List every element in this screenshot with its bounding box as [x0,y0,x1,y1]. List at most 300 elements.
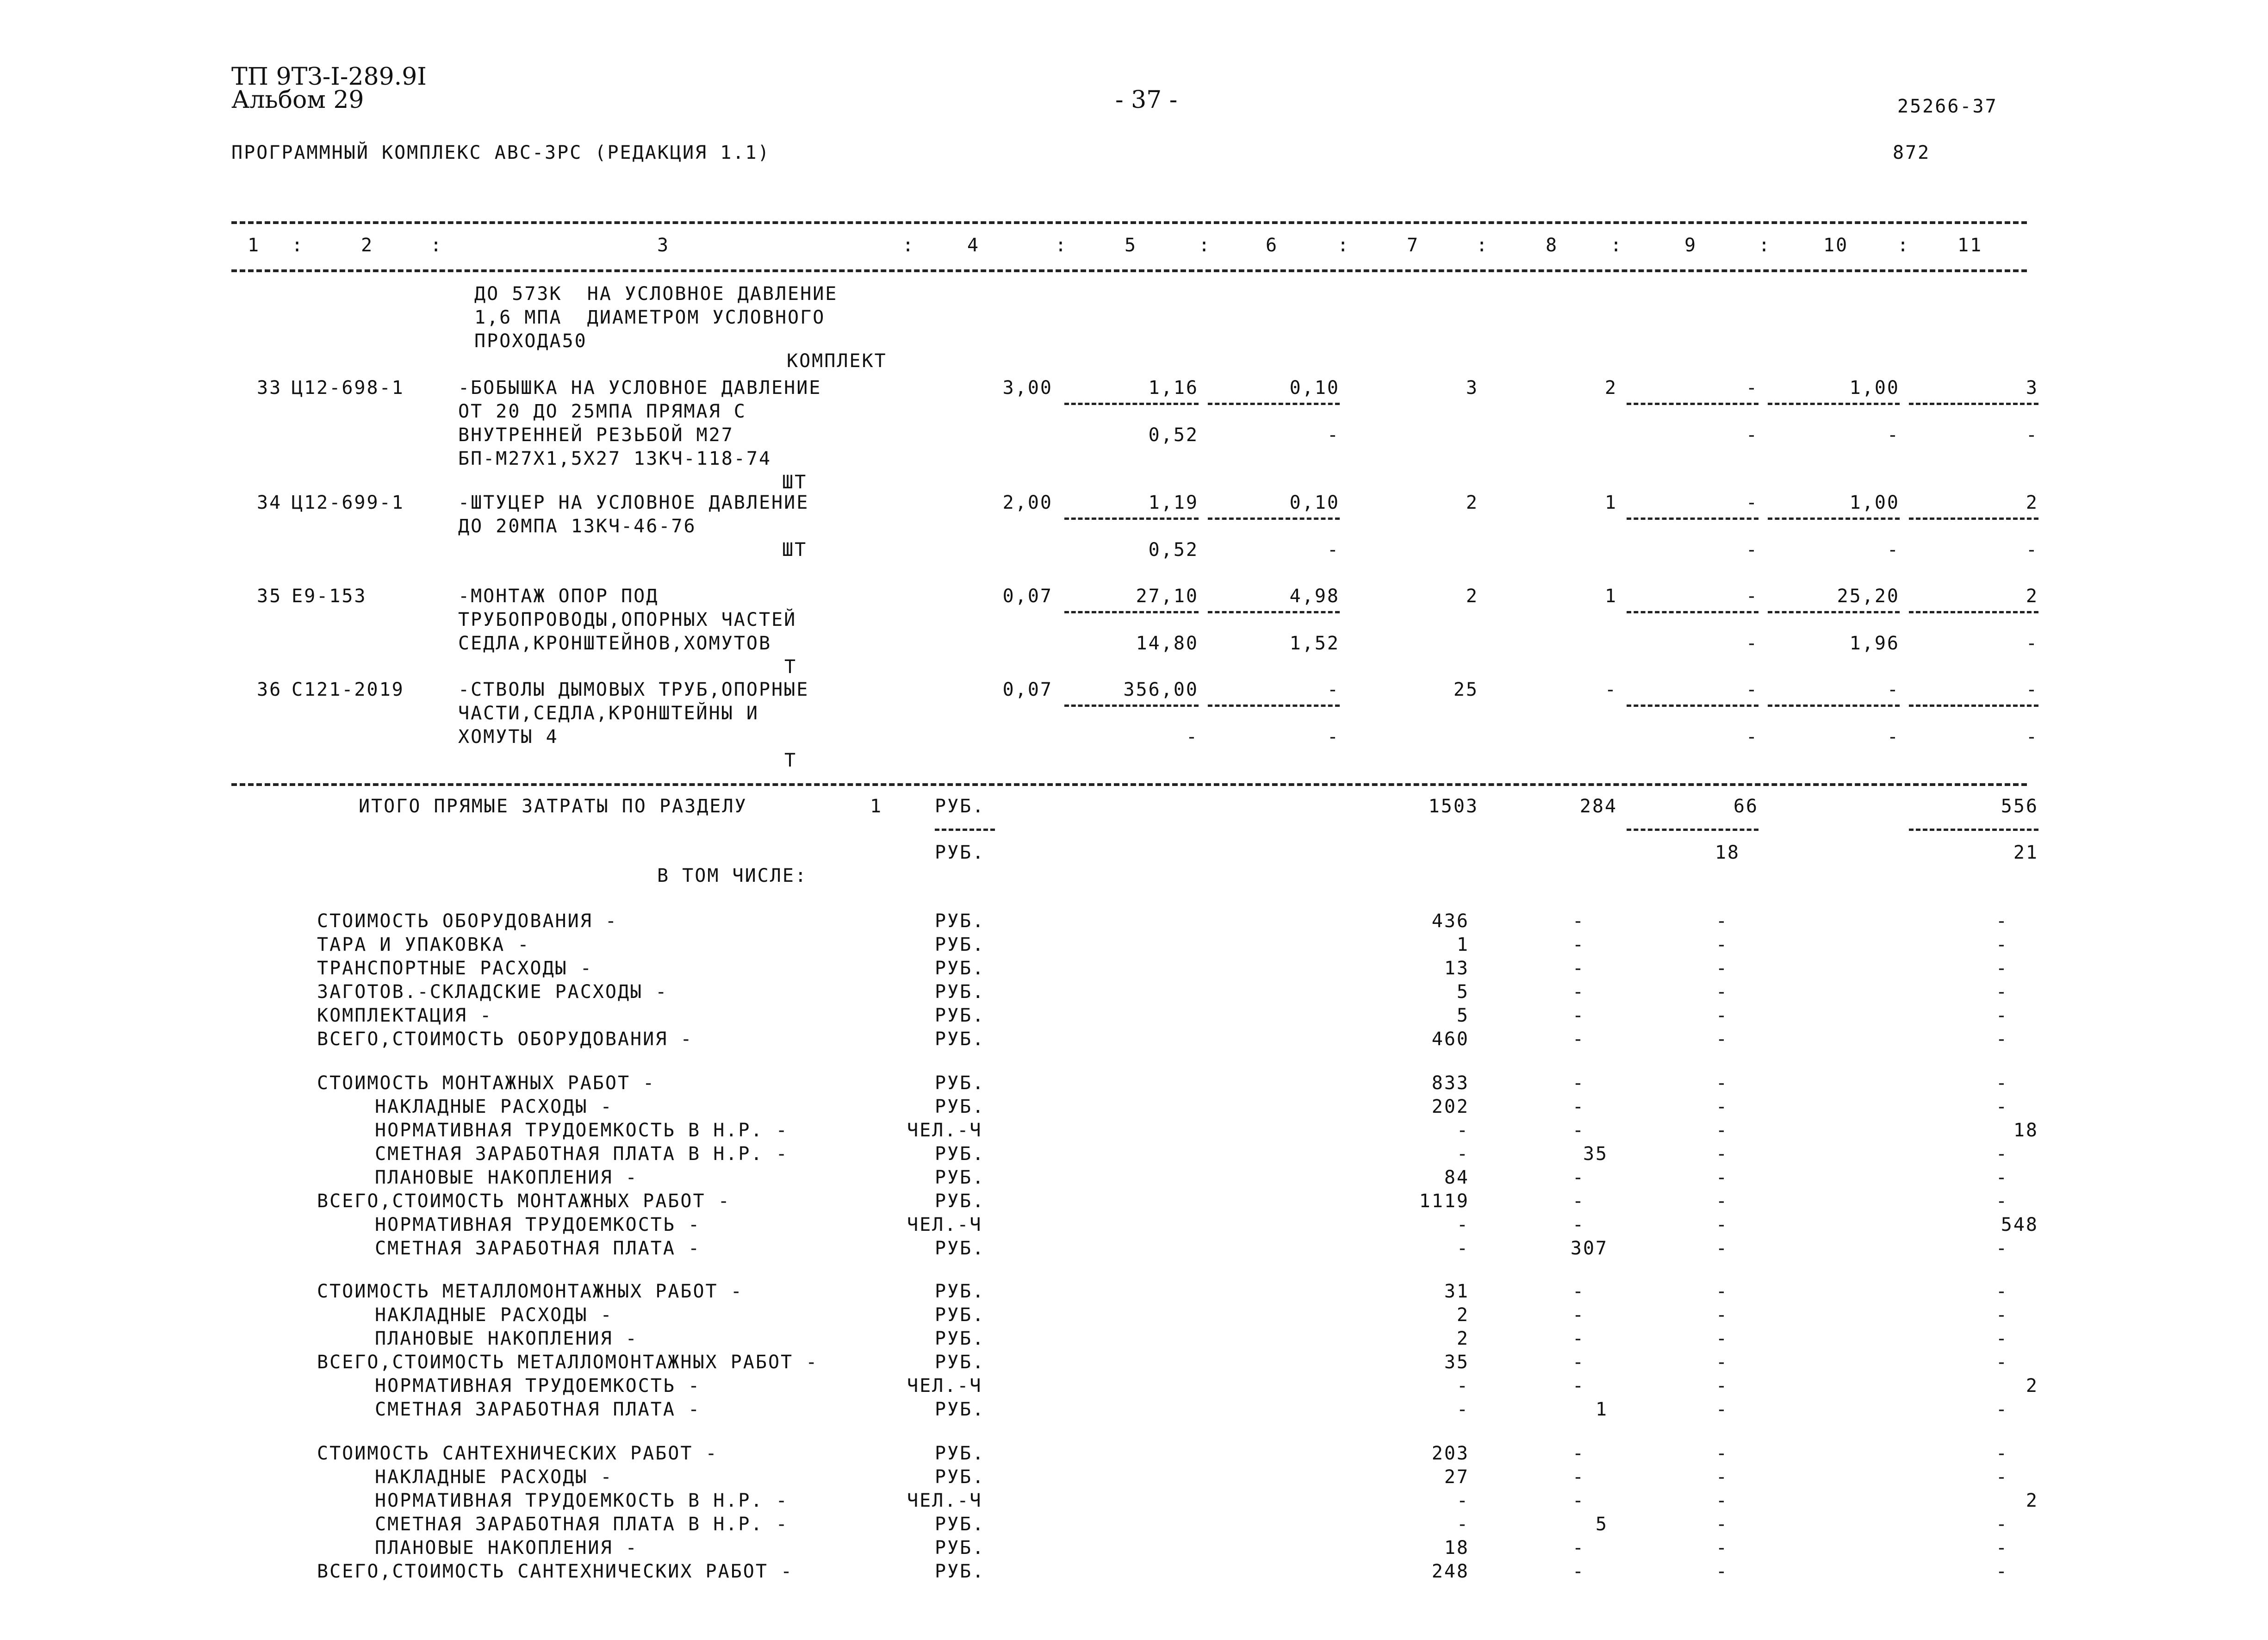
column-separator-rule [1208,403,1340,405]
total-c7: 1503 [1428,796,1479,817]
summary-label: ПЛАНОВЫЕ НАКОПЛЕНИЯ - [375,1328,638,1349]
column-separator-rule [1768,518,1900,520]
description-line: БП-М27Х1,5Х27 13КЧ-118-74 [458,448,772,469]
column-separator-rule [1627,611,1758,613]
summary-c8: - [1572,1466,1585,1488]
total-label: ИТОГО ПРЯМЫЕ ЗАТРАТЫ ПО РАЗДЕЛУ [359,796,747,817]
summary-unit: РУБ. [935,1005,985,1026]
summary-unit: РУБ. [935,1537,985,1559]
cell-c11: 3 [2026,377,2038,399]
cell-c9-secondary: - [1746,726,1758,748]
unit-separator-rule [935,829,995,831]
cell-c7: 2 [1466,492,1479,513]
summary-c9: - [1715,910,1728,932]
summary-unit: РУБ. [935,1399,985,1420]
summary-c11: - [1995,1238,2008,1259]
summary-c9: - [1715,1005,1728,1026]
column-separator-rule [1627,403,1758,405]
summary-unit: РУБ. [935,1167,985,1188]
cell-c6-secondary: 1,52 [1289,633,1340,654]
summary-c7: - [1456,1514,1469,1535]
item-code: Е9-153 [292,586,367,607]
cell-c10-secondary: - [1887,424,1900,446]
summary-c7: - [1456,1120,1469,1141]
summary-c8: - [1572,910,1585,932]
summary-c7: 18 [1444,1537,1469,1559]
unit-label: Т [784,656,797,678]
summary-label: НАКЛАДНЫЕ РАСХОДЫ - [375,1466,613,1488]
cell-c5-secondary: 14,80 [1136,633,1199,654]
summary-unit: РУБ. [935,1514,985,1535]
column-header-2: 2 [361,235,374,256]
column-header-9: 9 [1684,235,1697,256]
cell-c6: 0,10 [1289,492,1340,513]
cell-c5: 27,10 [1136,586,1199,607]
doc-code: ТП 9ТЗ-I-289.9I [231,63,427,91]
summary-c8: - [1572,981,1585,1003]
summary-c11: - [1995,1561,2008,1582]
column-header-8: 8 [1546,235,1559,256]
summary-unit: ЧЕЛ.-Ч [907,1490,982,1511]
column-separator: : [1897,235,1910,256]
cell-c4: 0,07 [1002,586,1053,607]
summary-c7: 35 [1444,1352,1469,1373]
summary-c9: - [1715,1490,1728,1511]
description-line: -ШТУЦЕР НА УСЛОВНОЕ ДАВЛЕНИЕ [458,492,809,513]
summary-label: НОРМАТИВНАЯ ТРУДОЕМКОСТЬ - [375,1375,701,1397]
summary-c9: - [1715,1214,1728,1235]
cell-c10: - [1887,679,1900,700]
item-number: 33 [257,377,282,399]
summary-c11: 18 [2013,1120,2038,1141]
summary-c8: - [1572,1490,1585,1511]
column-separator-rule [1064,611,1199,613]
summary-c9: - [1715,934,1728,955]
column-separator-rule [1208,611,1340,613]
cell-c8: - [1604,679,1617,700]
column-header-6: 6 [1266,235,1279,256]
cell-c7: 3 [1466,377,1479,399]
summary-c8: 35 [1583,1143,1608,1165]
summary-c7: 2 [1456,1304,1469,1326]
description-line: ХОМУТЫ 4 [458,726,559,748]
summary-c7: 13 [1444,958,1469,979]
cell-c6-secondary: - [1327,726,1340,748]
summary-unit: РУБ. [935,1096,985,1117]
summary-unit: РУБ. [935,1352,985,1373]
summary-label: ТАРА И УПАКОВКА - [317,934,530,955]
total-c11: 556 [2001,796,2038,817]
summary-unit: РУБ. [935,1029,985,1050]
cell-c11: 2 [2026,586,2038,607]
summary-c8: 5 [1595,1514,1608,1535]
unit-label: Т [784,750,797,771]
summary-label: СТОИМОСТЬ САНТЕХНИЧЕСКИХ РАБОТ - [317,1443,718,1464]
summary-c9: - [1715,958,1728,979]
cell-c6: - [1327,679,1340,700]
summary-c7: - [1456,1238,1469,1259]
column-header-rule [231,269,2027,272]
table-top-rule [231,221,2027,224]
summary-c9: - [1715,1304,1728,1326]
column-separator: : [1199,235,1212,256]
cell-c10: 1,00 [1849,492,1900,513]
summary-c8: - [1572,1029,1585,1050]
column-separator-rule [1768,611,1900,613]
summary-c9: - [1715,1443,1728,1464]
total-section-number: 1 [870,796,883,817]
summary-label: СМЕТНАЯ ЗАРАБОТНАЯ ПЛАТА - [375,1399,701,1420]
summary-c7: - [1456,1214,1469,1235]
column-separator-rule [1064,518,1199,520]
summary-c11: - [1995,1466,2008,1488]
summary-unit: РУБ. [935,958,985,979]
summary-c11: 2 [2026,1375,2038,1397]
summary-c7: 436 [1431,910,1469,932]
summary-c8: - [1572,1443,1585,1464]
summary-c11: - [1995,1029,2008,1050]
summary-c9: - [1715,1561,1728,1582]
item-code: Ц12-699-1 [292,492,404,513]
totals-rule [231,783,2027,786]
column-separator-rule [1208,518,1340,520]
summary-c9: - [1715,1029,1728,1050]
column-separator-rule [1064,705,1199,707]
summary-unit: РУБ. [935,1466,985,1488]
summary-c7: 203 [1431,1443,1469,1464]
summary-unit: РУБ. [935,1238,985,1259]
summary-unit: РУБ. [935,981,985,1003]
cell-c11-secondary: - [2026,424,2038,446]
summary-c8: 1 [1595,1399,1608,1420]
description-line: ОТ 20 ДО 25МПА ПРЯМАЯ С [458,401,746,422]
summary-c11: - [1995,1352,2008,1373]
summary-c11: - [1995,1096,2008,1117]
summary-c9: - [1715,1352,1728,1373]
summary-c11: 548 [2001,1214,2038,1235]
summary-c9: - [1715,1375,1728,1397]
summary-c9: - [1715,1328,1728,1349]
cell-c11-secondary: - [2026,539,2038,561]
description-line: ДО 20МПА 13КЧ-46-76 [458,516,696,537]
column-separator-rule [1909,518,2038,520]
total-unit-secondary: РУБ. [935,842,985,863]
summary-c11: - [1995,1191,2008,1212]
column-header-5: 5 [1125,235,1137,256]
unit-label: ШТ [782,472,808,493]
summary-unit: РУБ. [935,1191,985,1212]
cell-c9: - [1746,586,1758,607]
total-c9: 66 [1733,796,1758,817]
summary-c7: 1 [1456,934,1469,955]
sheet-number: 872 [1893,142,1931,163]
summary-c11: - [1995,1399,2008,1420]
summary-c11: - [1995,1443,2008,1464]
summary-unit: ЧЕЛ.-Ч [907,1214,982,1235]
summary-c8: - [1572,1352,1585,1373]
summary-c7: 1119 [1419,1191,1469,1212]
total-c9-secondary: 18 [1715,842,1740,863]
cell-c6-secondary: - [1327,539,1340,561]
summary-label: ПЛАНОВЫЕ НАКОПЛЕНИЯ - [375,1537,638,1559]
column-separator: : [1476,235,1489,256]
summary-label: ВСЕГО,СТОИМОСТЬ МОНТАЖНЫХ РАБОТ - [317,1191,731,1212]
column-separator-rule [1768,705,1900,707]
summary-c7: - [1456,1375,1469,1397]
column-header-11: 11 [1957,235,1983,256]
column-separator: : [902,235,915,256]
summary-c8: - [1572,1005,1585,1026]
column-separator-rule [1909,403,2038,405]
summary-unit: РУБ. [935,1443,985,1464]
summary-label: НОРМАТИВНАЯ ТРУДОЕМКОСТЬ - [375,1214,701,1235]
summary-c8: - [1572,1167,1585,1188]
summary-c8: - [1572,1375,1585,1397]
summary-c8: - [1572,1120,1585,1141]
summary-c9: - [1715,1514,1728,1535]
column-separator-rule [1627,705,1758,707]
column-separator: : [292,235,304,256]
summary-label: ВСЕГО,СТОИМОСТЬ ОБОРУДОВАНИЯ - [317,1029,693,1050]
summary-c8: - [1572,1214,1585,1235]
summary-label: ВСЕГО,СТОИМОСТЬ МЕТАЛЛОМОНТАЖНЫХ РАБОТ - [317,1352,819,1373]
summary-c11: - [1995,958,2008,979]
cell-c10: 25,20 [1837,586,1900,607]
summary-c9: - [1715,1073,1728,1094]
summary-c8: - [1572,934,1585,955]
summary-label: СМЕТНАЯ ЗАРАБОТНАЯ ПЛАТА - [375,1238,701,1259]
cell-c9-secondary: - [1746,539,1758,561]
column-separator: : [1337,235,1350,256]
summary-unit: РУБ. [935,1328,985,1349]
cell-c5-secondary: 0,52 [1148,539,1199,561]
cell-c8: 1 [1604,492,1617,513]
summary-c7: 833 [1431,1073,1469,1094]
summary-c9: - [1715,1399,1728,1420]
column-separator-rule [1627,829,1758,831]
summary-c11: - [1995,1167,2008,1188]
column-header-4: 4 [967,235,980,256]
summary-c9: - [1715,1096,1728,1117]
total-c11-secondary: 21 [2013,842,2038,863]
summary-c7: 248 [1431,1561,1469,1582]
column-separator-rule [1064,403,1199,405]
description-line: ДО 573К НА УСЛОВНОЕ ДАВЛЕНИЕ [474,283,838,305]
summary-label: СМЕТНАЯ ЗАРАБОТНАЯ ПЛАТА В Н.Р. - [375,1514,789,1535]
description-line: ВНУТРЕННЕЙ РЕЗЬБОЙ М27 [458,424,734,446]
summary-c9: - [1715,1167,1728,1188]
total-c8: 284 [1579,796,1617,817]
summary-unit: РУБ. [935,1304,985,1326]
summary-c7: 27 [1444,1466,1469,1488]
description-line: -СТВОЛЫ ДЫМОВЫХ ТРУБ,ОПОРНЫЕ [458,679,809,700]
column-separator: : [1610,235,1623,256]
total-unit: РУБ. [935,796,985,817]
summary-c7: 5 [1456,981,1469,1003]
column-separator-rule [1909,705,2038,707]
summary-c7: 202 [1431,1096,1469,1117]
summary-c11: - [1995,1537,2008,1559]
cell-c10-secondary: - [1887,726,1900,748]
summary-unit: ЧЕЛ.-Ч [907,1375,982,1397]
summary-unit: РУБ. [935,1073,985,1094]
program-title: ПРОГРАММНЫЙ КОМПЛЕКС АВС-3РС (РЕДАКЦИЯ 1.1) [231,142,770,163]
summary-c7: - [1456,1143,1469,1165]
including-label: В ТОМ ЧИСЛЕ: [657,865,808,886]
summary-c7: 5 [1456,1005,1469,1026]
summary-c8: 307 [1570,1238,1608,1259]
summary-c11: - [1995,1328,2008,1349]
summary-c8: - [1572,1304,1585,1326]
summary-unit: РУБ. [935,910,985,932]
cell-c9: - [1746,679,1758,700]
cell-c10: 1,00 [1849,377,1900,399]
cell-c9: - [1746,492,1758,513]
summary-label: НАКЛАДНЫЕ РАСХОДЫ - [375,1304,613,1326]
description-line: 1,6 МПА ДИАМЕТРОМ УСЛОВНОГО [474,307,826,328]
summary-c9: - [1715,981,1728,1003]
summary-label: СТОИМОСТЬ МЕТАЛЛОМОНТАЖНЫХ РАБОТ - [317,1281,743,1302]
summary-c9: - [1715,1191,1728,1212]
summary-c8: - [1572,1096,1585,1117]
cell-c7: 25 [1453,679,1479,700]
cell-c4: 0,07 [1002,679,1053,700]
summary-label: ПЛАНОВЫЕ НАКОПЛЕНИЯ - [375,1167,638,1188]
description-line: -БОБЫШКА НА УСЛОВНОЕ ДАВЛЕНИЕ [458,377,822,399]
item-number: 36 [257,679,282,700]
summary-label: ЗАГОТОВ.-СКЛАДСКИЕ РАСХОДЫ - [317,981,668,1003]
cell-c6: 4,98 [1289,586,1340,607]
cell-c5: 356,00 [1123,679,1199,700]
summary-c11: - [1995,1281,2008,1302]
summary-c11: - [1995,1005,2008,1026]
summary-label: СТОИМОСТЬ ОБОРУДОВАНИЯ - [317,910,618,932]
unit-label: ШТ [782,539,808,561]
description-line: -МОНТАЖ ОПОР ПОД [458,586,659,607]
column-separator-rule [1208,705,1340,707]
item-number: 35 [257,586,282,607]
summary-c9: - [1715,1537,1728,1559]
column-separator: : [1055,235,1068,256]
column-separator-rule [1909,611,2038,613]
cell-c9: - [1746,377,1758,399]
reference-number: 25266-37 [1897,96,1998,117]
cell-c5-secondary: - [1186,726,1199,748]
column-separator: : [1758,235,1771,256]
column-header-1: 1 [248,235,261,256]
summary-label: ВСЕГО,СТОИМОСТЬ САНТЕХНИЧЕСКИХ РАБОТ - [317,1561,794,1582]
cell-c5: 1,16 [1148,377,1199,399]
summary-unit: РУБ. [935,1561,985,1582]
summary-c11: - [1995,1143,2008,1165]
summary-label: НОРМАТИВНАЯ ТРУДОЕМКОСТЬ В Н.Р. - [375,1490,789,1511]
summary-c9: - [1715,1238,1728,1259]
summary-label: СМЕТНАЯ ЗАРАБОТНАЯ ПЛАТА В Н.Р. - [375,1143,789,1165]
cell-c11-secondary: - [2026,726,2038,748]
item-code: С121-2019 [292,679,404,700]
summary-c8: - [1572,958,1585,979]
description-line: ЧАСТИ,СЕДЛА,КРОНШТЕЙНЫ И [458,703,759,724]
summary-label: ТРАНСПОРТНЫЕ РАСХОДЫ - [317,958,593,979]
unit-label: КОМПЛЕКТ [787,350,887,372]
column-header-7: 7 [1407,235,1420,256]
summary-unit: РУБ. [935,1281,985,1302]
summary-unit: РУБ. [935,1143,985,1165]
description-line: ТРУБОПРОВОДЫ,ОПОРНЫХ ЧАСТЕЙ [458,609,797,630]
summary-c11: 2 [2026,1490,2038,1511]
cell-c11: - [2026,679,2038,700]
summary-c8: - [1572,1281,1585,1302]
summary-c8: - [1572,1191,1585,1212]
column-separator-rule [1768,403,1900,405]
cell-c8: 1 [1604,586,1617,607]
summary-c11: - [1995,910,2008,932]
summary-c7: 2 [1456,1328,1469,1349]
cell-c8: 2 [1604,377,1617,399]
cell-c10-secondary: 1,96 [1849,633,1900,654]
summary-c9: - [1715,1120,1728,1141]
summary-c11: - [1995,1514,2008,1535]
cell-c6-secondary: - [1327,424,1340,446]
summary-label: НАКЛАДНЫЕ РАСХОДЫ - [375,1096,613,1117]
summary-c8: - [1572,1561,1585,1582]
summary-label: НОРМАТИВНАЯ ТРУДОЕМКОСТЬ В Н.Р. - [375,1120,789,1141]
summary-c9: - [1715,1143,1728,1165]
column-separator-rule [1627,518,1758,520]
cell-c6: 0,10 [1289,377,1340,399]
cell-c10-secondary: - [1887,539,1900,561]
description-line: СЕДЛА,КРОНШТЕЙНОВ,ХОМУТОВ [458,633,772,654]
cell-c5: 1,19 [1148,492,1199,513]
page-number: - 37 - [1115,86,1178,114]
summary-c11: - [1995,1304,2008,1326]
cell-c4: 3,00 [1002,377,1053,399]
cell-c5-secondary: 0,52 [1148,424,1199,446]
cell-c7: 2 [1466,586,1479,607]
item-code: Ц12-698-1 [292,377,404,399]
album-label: Альбом 29 [231,86,364,114]
summary-c11: - [1995,981,2008,1003]
summary-c7: - [1456,1490,1469,1511]
cell-c9-secondary: - [1746,633,1758,654]
column-header-10: 10 [1823,235,1849,256]
summary-c7: 31 [1444,1281,1469,1302]
summary-c9: - [1715,1281,1728,1302]
summary-c8: - [1572,1328,1585,1349]
description-line: ПРОХОДА50 [474,330,587,352]
summary-label: КОМПЛЕКТАЦИЯ - [317,1005,493,1026]
summary-unit: РУБ. [935,934,985,955]
summary-c11: - [1995,934,2008,955]
summary-c7: 84 [1444,1167,1469,1188]
summary-c7: 460 [1431,1029,1469,1050]
cell-c4: 2,00 [1002,492,1053,513]
cell-c11-secondary: - [2026,633,2038,654]
summary-c9: - [1715,1466,1728,1488]
column-header-3: 3 [657,235,670,256]
cell-c9-secondary: - [1746,424,1758,446]
summary-unit: ЧЕЛ.-Ч [907,1120,982,1141]
summary-c8: - [1572,1537,1585,1559]
summary-c7: - [1456,1399,1469,1420]
column-separator-rule [1909,829,2038,831]
summary-c8: - [1572,1073,1585,1094]
summary-c11: - [1995,1073,2008,1094]
column-separator: : [430,235,443,256]
summary-label: СТОИМОСТЬ МОНТАЖНЫХ РАБОТ - [317,1073,656,1094]
cell-c11: 2 [2026,492,2038,513]
item-number: 34 [257,492,282,513]
